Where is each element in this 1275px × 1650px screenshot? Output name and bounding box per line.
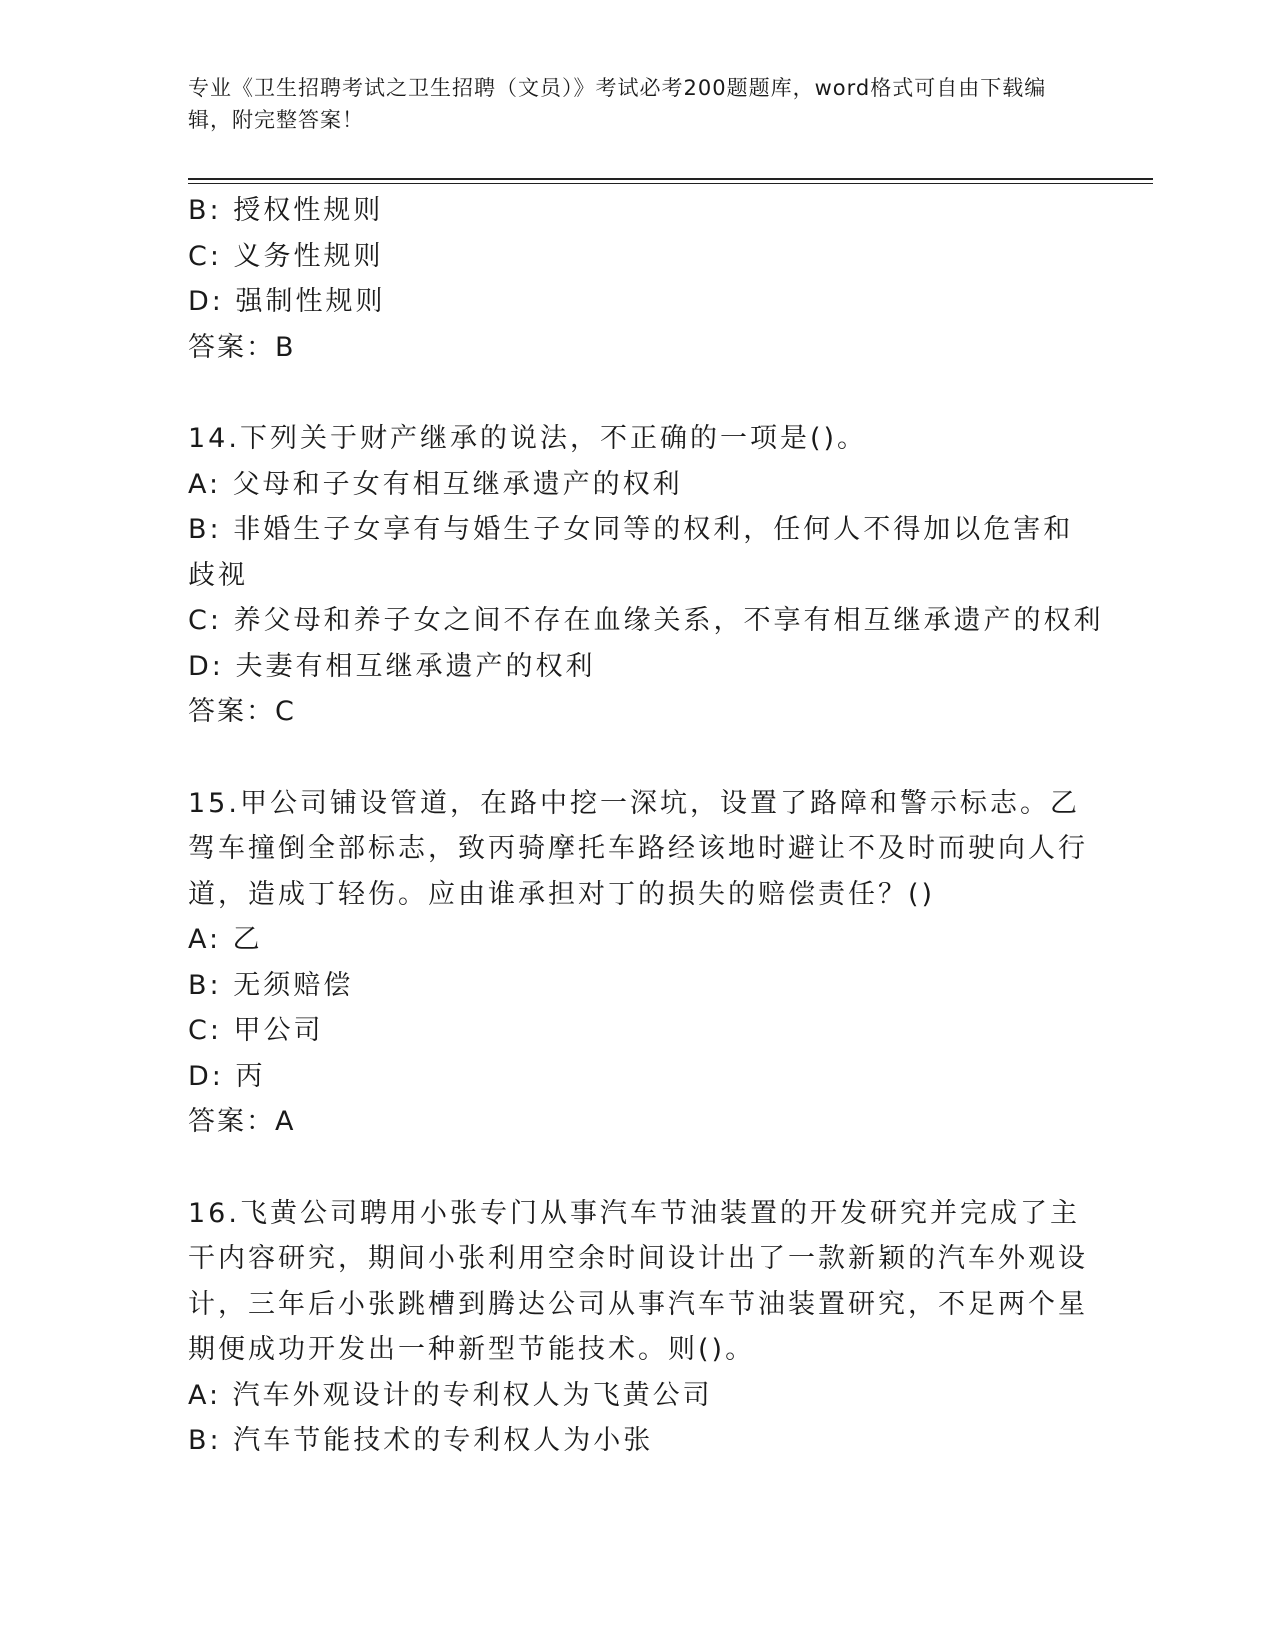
option-b: B: 授权性规则 bbox=[188, 195, 384, 226]
option-c: C: 养父母和养子女之间不存在血缘关系，不享有相互继承遗产的权利 bbox=[188, 605, 1104, 636]
option-b: B: 非婚生子女享有与婚生子女同等的权利，任何人不得加以危害和歧视 bbox=[188, 514, 1074, 591]
question-15-stem: 15.甲公司铺设管道，在路中挖一深坑，设置了路障和警示标志。乙驾车撞倒全部标志，致丙骑摩托车路经该地时避让不及时而驶向人行道，造成丁轻伤。应由谁承担对丁的损失的赔偿责任？() bbox=[188, 787, 1088, 910]
question-14-stem: 14.下列关于财产继承的说法，不正确的一项是()。 bbox=[188, 423, 868, 454]
option-d: D: 强制性规则 bbox=[188, 286, 386, 317]
option-a: A: 乙 bbox=[188, 924, 263, 955]
header-divider bbox=[188, 178, 1153, 180]
answer-line: 答案：B bbox=[188, 331, 296, 363]
option-a: A: 父母和子女有相互继承遗产的权利 bbox=[188, 468, 683, 500]
document-header: 专业《卫生招聘考试之卫生招聘（文员）》考试必考200题题库，word格式可自由下载编辑，附完整答案！ bbox=[188, 76, 1047, 132]
option-b: B: 汽车节能技术的专利权人为小张 bbox=[188, 1425, 654, 1456]
option-d: D: 丙 bbox=[188, 1060, 266, 1092]
header-divider-thin bbox=[188, 183, 1153, 184]
answer-line: 答案：A bbox=[188, 1106, 296, 1137]
option-d: D: 夫妻有相互继承遗产的权利 bbox=[188, 650, 596, 682]
option-b: B: 无须赔偿 bbox=[188, 969, 354, 1001]
question-16-stem: 16.飞黄公司聘用小张专门从事汽车节油装置的开发研究并完成了主干内容研究，期间小张利用空余时间设计出了一款新颖的汽车外观设计，三年后小张跳槽到腾达公司从事汽车节油装置研究，不足两个星期便成功开发出一种新型节能技术。则()。 bbox=[188, 1197, 1088, 1365]
option-a: A: 汽车外观设计的专利权人为飞黄公司 bbox=[188, 1379, 713, 1411]
option-c: C: 义务性规则 bbox=[188, 240, 384, 272]
question-content bbox=[188, 188, 1104, 1464]
option-c: C: 甲公司 bbox=[188, 1015, 324, 1046]
answer-line: 答案：C bbox=[188, 696, 296, 727]
